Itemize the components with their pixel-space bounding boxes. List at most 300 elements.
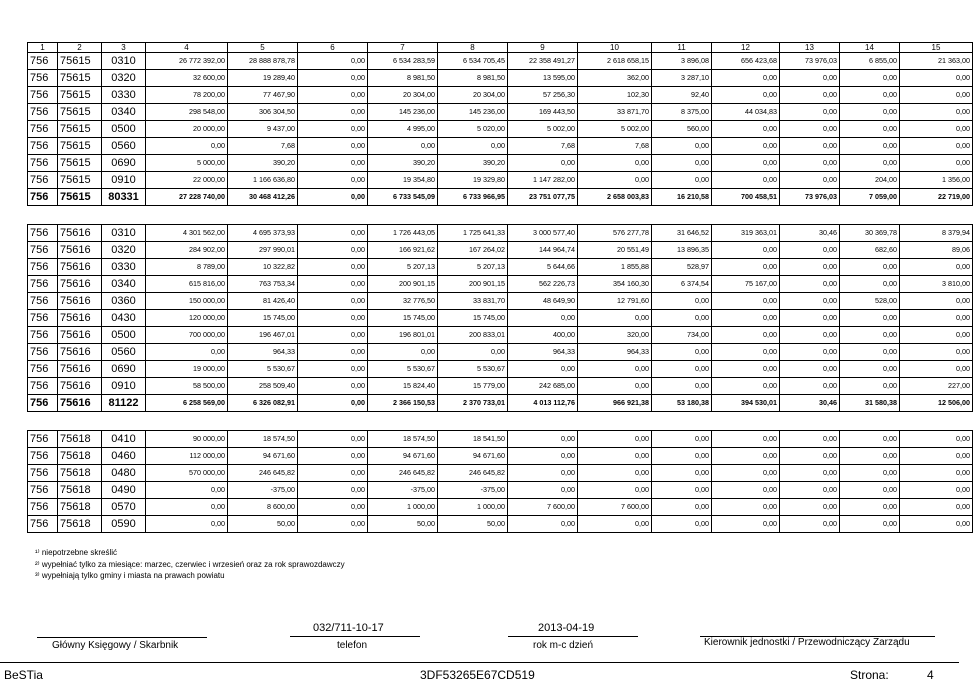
table-cell: 3 810,00 xyxy=(900,276,973,293)
table-cell: 0,00 xyxy=(780,104,840,121)
table-cell: 32 600,00 xyxy=(146,70,228,87)
table-cell: 5 207,13 xyxy=(368,259,438,276)
table-cell: 0,00 xyxy=(578,378,652,395)
table-cell: 0,00 xyxy=(438,344,508,361)
table-cell: 0,00 xyxy=(900,138,973,155)
table-cell: 0,00 xyxy=(712,87,780,104)
table-cell: 19 329,80 xyxy=(438,172,508,189)
table-cell: 1 000,00 xyxy=(368,499,438,516)
table-cell: 0310 xyxy=(102,225,146,242)
table-cell: 0,00 xyxy=(652,293,712,310)
table-cell: 354 160,30 xyxy=(578,276,652,293)
block-separator xyxy=(28,206,973,225)
table-cell: 756 xyxy=(28,87,58,104)
table-cell: 0,00 xyxy=(652,499,712,516)
table-cell: 227,00 xyxy=(900,378,973,395)
table-cell: 4 xyxy=(146,43,228,53)
table-cell: 0,00 xyxy=(712,155,780,172)
table-cell: 0,00 xyxy=(900,516,973,533)
table-cell: 75615 xyxy=(58,189,102,206)
table-cell: 19 289,40 xyxy=(228,70,298,87)
table-cell: 700 458,51 xyxy=(712,189,780,206)
table-cell: 0,00 xyxy=(840,448,900,465)
table-cell: 75616 xyxy=(58,310,102,327)
table-cell: 756 xyxy=(28,293,58,310)
table-cell: 0,00 xyxy=(298,431,368,448)
table-cell: 2 370 733,01 xyxy=(438,395,508,412)
table-cell: 0,00 xyxy=(712,482,780,499)
table-cell: 1 725 641,33 xyxy=(438,225,508,242)
table-cell: 964,33 xyxy=(578,344,652,361)
table-cell: 75616 xyxy=(58,242,102,259)
table-cell: 0,00 xyxy=(298,259,368,276)
table-cell: 258 509,40 xyxy=(228,378,298,395)
table-cell: 15 xyxy=(900,43,973,53)
table-cell: 30,46 xyxy=(780,395,840,412)
table-cell: -375,00 xyxy=(438,482,508,499)
table-cell: 0,00 xyxy=(900,327,973,344)
table-cell: 0,00 xyxy=(578,465,652,482)
table-cell: 8 xyxy=(438,43,508,53)
table-cell: 0,00 xyxy=(900,87,973,104)
table-cell: 30,46 xyxy=(780,225,840,242)
table-cell: 0,00 xyxy=(712,121,780,138)
table-cell: 615 816,00 xyxy=(146,276,228,293)
table-cell: 0480 xyxy=(102,465,146,482)
table-cell: 120 000,00 xyxy=(146,310,228,327)
table-cell: 0,00 xyxy=(368,344,438,361)
table-cell: 0910 xyxy=(102,172,146,189)
table-cell: 169 443,50 xyxy=(508,104,578,121)
table-cell: 0,00 xyxy=(652,431,712,448)
table-cell: 0,00 xyxy=(146,138,228,155)
table-cell: 1 147 282,00 xyxy=(508,172,578,189)
table-cell: 3 896,08 xyxy=(652,53,712,70)
table-cell: 166 921,62 xyxy=(368,242,438,259)
table-cell: 0,00 xyxy=(840,70,900,87)
table-cell: 390,20 xyxy=(438,155,508,172)
table-cell: 0,00 xyxy=(780,378,840,395)
table-cell: 33 871,70 xyxy=(578,104,652,121)
phone-label: telefon xyxy=(337,640,368,651)
table-cell: 6 258 569,00 xyxy=(146,395,228,412)
table-cell: 0,00 xyxy=(652,155,712,172)
table-cell: 0,00 xyxy=(652,378,712,395)
table-cell: 75 167,00 xyxy=(712,276,780,293)
table-cell: 0430 xyxy=(102,310,146,327)
table-cell: 75618 xyxy=(58,482,102,499)
table-cell: 0,00 xyxy=(900,344,973,361)
table-cell: 0,00 xyxy=(780,259,840,276)
table-cell: 5 530,67 xyxy=(438,361,508,378)
table-cell: 6 733 545,09 xyxy=(368,189,438,206)
table-cell: 0,00 xyxy=(900,361,973,378)
table-cell: 75616 xyxy=(58,361,102,378)
phone-line xyxy=(290,636,420,637)
table-cell: 5 530,67 xyxy=(228,361,298,378)
chief-signature-line xyxy=(37,637,207,638)
table-cell: 94 671,60 xyxy=(368,448,438,465)
table-cell: 22 719,00 xyxy=(900,189,973,206)
table-cell: 0,00 xyxy=(652,448,712,465)
table-cell: 0,00 xyxy=(652,361,712,378)
table-header-row xyxy=(28,43,973,53)
table-cell: 964,33 xyxy=(508,344,578,361)
table-cell: 4 301 562,00 xyxy=(146,225,228,242)
table-cell: 8 600,00 xyxy=(228,499,298,516)
table-cell: 0,00 xyxy=(780,242,840,259)
table-cell: 15 745,00 xyxy=(228,310,298,327)
table-cell: 306 304,50 xyxy=(228,104,298,121)
table-cell: 0,00 xyxy=(578,155,652,172)
table-cell: 5 000,00 xyxy=(146,155,228,172)
table-row xyxy=(28,310,973,327)
table-cell: 0,00 xyxy=(840,482,900,499)
table-cell: 0,00 xyxy=(900,121,973,138)
table-total-row xyxy=(28,189,973,206)
table-cell: 8 379,94 xyxy=(900,225,973,242)
table-cell: 75618 xyxy=(58,448,102,465)
table-cell: 33 831,70 xyxy=(438,293,508,310)
table-cell: 0,00 xyxy=(840,431,900,448)
table-cell: 734,00 xyxy=(652,327,712,344)
table-cell: 0,00 xyxy=(712,378,780,395)
page-label: Strona: xyxy=(850,668,889,682)
table-cell: 0,00 xyxy=(900,465,973,482)
table-row xyxy=(28,53,973,70)
table-cell: 7 600,00 xyxy=(508,499,578,516)
table-cell: 14 xyxy=(840,43,900,53)
table-cell: 5 207,13 xyxy=(438,259,508,276)
date-label: rok m-c dzień xyxy=(533,640,594,651)
table-cell: 0,00 xyxy=(840,104,900,121)
table-cell: 0,00 xyxy=(900,155,973,172)
table-cell: 0,00 xyxy=(578,516,652,533)
table-cell: 756 xyxy=(28,361,58,378)
table-cell: 6 733 966,95 xyxy=(438,189,508,206)
table-cell: 756 xyxy=(28,225,58,242)
table-cell: 20 304,00 xyxy=(368,87,438,104)
table-cell: 31 646,52 xyxy=(652,225,712,242)
table-cell: 0,00 xyxy=(146,482,228,499)
table-cell: 0,00 xyxy=(578,361,652,378)
table-cell: 562 226,73 xyxy=(508,276,578,293)
block-separator xyxy=(28,412,973,431)
table-cell: 246 645,82 xyxy=(368,465,438,482)
footnote-3: ³⁾ wypełniają tylko gminy i miasta na prawach powiatu xyxy=(35,571,225,580)
table-cell: 0,00 xyxy=(780,327,840,344)
table-cell: 756 xyxy=(28,104,58,121)
table-cell: 75618 xyxy=(58,431,102,448)
table-cell: 50,00 xyxy=(368,516,438,533)
table-cell: 31 580,38 xyxy=(840,395,900,412)
table-cell: 0,00 xyxy=(712,344,780,361)
table-cell: 0,00 xyxy=(780,276,840,293)
table-cell: 0,00 xyxy=(712,138,780,155)
table-cell: 75615 xyxy=(58,70,102,87)
table-cell: 8 789,00 xyxy=(146,259,228,276)
phone-value: 032/711-10-17 xyxy=(313,622,384,634)
table-cell: 0,00 xyxy=(840,516,900,533)
table-cell: 5 020,00 xyxy=(438,121,508,138)
table-cell: 150 000,00 xyxy=(146,293,228,310)
table-row xyxy=(28,242,973,259)
table-cell: 0,00 xyxy=(840,327,900,344)
table-cell: 0,00 xyxy=(508,361,578,378)
table-cell: 756 xyxy=(28,482,58,499)
table-cell: 0,00 xyxy=(508,310,578,327)
table-cell: 75615 xyxy=(58,172,102,189)
table-cell: 0,00 xyxy=(298,361,368,378)
table-cell: 8 981,50 xyxy=(438,70,508,87)
table-cell: 756 xyxy=(28,327,58,344)
table-cell: 144 964,74 xyxy=(508,242,578,259)
table-cell: 0,00 xyxy=(840,138,900,155)
table-cell: 4 013 112,76 xyxy=(508,395,578,412)
table-cell: 7 059,00 xyxy=(840,189,900,206)
table-cell: 0310 xyxy=(102,53,146,70)
table-cell: 0,00 xyxy=(712,431,780,448)
table-cell: 756 xyxy=(28,189,58,206)
table-cell: 0,00 xyxy=(652,482,712,499)
table-cell: 0,00 xyxy=(780,121,840,138)
table-cell: 756 xyxy=(28,172,58,189)
table-cell: 167 264,02 xyxy=(438,242,508,259)
table-cell: 0,00 xyxy=(298,499,368,516)
table-cell: 246 645,82 xyxy=(438,465,508,482)
table-cell: 53 180,38 xyxy=(652,395,712,412)
table-cell: 0,00 xyxy=(508,516,578,533)
table-cell: 0,00 xyxy=(298,516,368,533)
table-cell: 0,00 xyxy=(840,344,900,361)
table-cell: 0590 xyxy=(102,516,146,533)
page-number: 4 xyxy=(927,668,934,682)
table-cell: 13 896,35 xyxy=(652,242,712,259)
table-cell: 21 363,00 xyxy=(900,53,973,70)
table-cell: 0,00 xyxy=(780,155,840,172)
table-cell: 0,00 xyxy=(840,378,900,395)
table-cell: 12 506,00 xyxy=(900,395,973,412)
table-cell: 0,00 xyxy=(298,53,368,70)
table-cell: 0,00 xyxy=(712,242,780,259)
table-cell: 0,00 xyxy=(900,310,973,327)
table-cell: 0,00 xyxy=(298,87,368,104)
table-cell: 756 xyxy=(28,378,58,395)
table-cell: 756 xyxy=(28,53,58,70)
table-cell: 0,00 xyxy=(840,310,900,327)
table-cell: 57 256,30 xyxy=(508,87,578,104)
table-cell: 2 xyxy=(58,43,102,53)
table-cell: 756 xyxy=(28,465,58,482)
date-value: 2013-04-19 xyxy=(538,622,595,634)
table-cell: 0,00 xyxy=(652,172,712,189)
table-cell: 0,00 xyxy=(840,276,900,293)
table-cell: 362,00 xyxy=(578,70,652,87)
table-cell: 0,00 xyxy=(780,465,840,482)
table-cell: 50,00 xyxy=(228,516,298,533)
table-cell: 30 369,78 xyxy=(840,225,900,242)
table-cell: 80331 xyxy=(102,189,146,206)
table-row xyxy=(28,138,973,155)
table-cell: 20 000,00 xyxy=(146,121,228,138)
table-row xyxy=(28,465,973,482)
table-cell: 204,00 xyxy=(840,172,900,189)
table-cell: 0,00 xyxy=(780,70,840,87)
table-cell: 15 824,40 xyxy=(368,378,438,395)
table-row xyxy=(28,431,973,448)
table-row xyxy=(28,327,973,344)
table-cell: 0560 xyxy=(102,138,146,155)
budget-report-table xyxy=(27,42,973,533)
table-cell: 75618 xyxy=(58,499,102,516)
table-row xyxy=(28,87,973,104)
table-cell: 145 236,00 xyxy=(438,104,508,121)
table-cell: 0,00 xyxy=(298,395,368,412)
table-cell: 682,60 xyxy=(840,242,900,259)
table-cell: 0,00 xyxy=(298,482,368,499)
table-cell: 15 745,00 xyxy=(438,310,508,327)
table-cell: 8 981,50 xyxy=(368,70,438,87)
table-cell: 242 685,00 xyxy=(508,378,578,395)
table-cell: 0,00 xyxy=(780,361,840,378)
table-cell: 10 322,82 xyxy=(228,259,298,276)
table-cell: 0,00 xyxy=(712,259,780,276)
table-cell: 0,00 xyxy=(652,465,712,482)
table-cell: 196 801,01 xyxy=(368,327,438,344)
table-cell: 390,20 xyxy=(228,155,298,172)
footer-divider xyxy=(0,662,959,663)
table-body xyxy=(28,43,973,533)
table-cell: 756 xyxy=(28,242,58,259)
table-cell: 3 287,10 xyxy=(652,70,712,87)
table-cell: 0,00 xyxy=(840,499,900,516)
table-cell: 0,00 xyxy=(712,499,780,516)
table-cell: 18 574,50 xyxy=(228,431,298,448)
table-cell: 5 644,66 xyxy=(508,259,578,276)
table-cell: 0,00 xyxy=(578,310,652,327)
table-cell: 0,00 xyxy=(438,138,508,155)
table-cell: 0,00 xyxy=(298,276,368,293)
table-cell: 0910 xyxy=(102,378,146,395)
table-cell: 0,00 xyxy=(578,482,652,499)
table-row xyxy=(28,70,973,87)
table-cell: 756 xyxy=(28,259,58,276)
table-cell: 5 002,00 xyxy=(578,121,652,138)
table-cell: 48 649,90 xyxy=(508,293,578,310)
table-cell: -375,00 xyxy=(228,482,298,499)
table-cell: 0,00 xyxy=(578,448,652,465)
table-cell: 0,00 xyxy=(578,431,652,448)
table-cell: 756 xyxy=(28,395,58,412)
table-cell: 20 551,49 xyxy=(578,242,652,259)
table-cell: 75616 xyxy=(58,327,102,344)
table-row xyxy=(28,482,973,499)
table-cell: 75615 xyxy=(58,138,102,155)
head-of-unit-label: Kierownik jednostki / Przewodniczący Zarządu xyxy=(704,637,910,648)
table-row xyxy=(28,155,973,172)
table-cell: 6 855,00 xyxy=(840,53,900,70)
table-cell: 528,97 xyxy=(652,259,712,276)
table-cell: 9 xyxy=(508,43,578,53)
table-cell: 0,00 xyxy=(146,499,228,516)
table-cell: 320,00 xyxy=(578,327,652,344)
table-cell: 73 976,03 xyxy=(780,189,840,206)
table-cell: 200 901,15 xyxy=(368,276,438,293)
table-cell: 75616 xyxy=(58,276,102,293)
table-cell: 19 000,00 xyxy=(146,361,228,378)
table-cell: 0,00 xyxy=(146,516,228,533)
table-cell: 32 776,50 xyxy=(368,293,438,310)
table-cell: 298 548,00 xyxy=(146,104,228,121)
table-row xyxy=(28,378,973,395)
table-row xyxy=(28,361,973,378)
table-cell: 0,00 xyxy=(298,225,368,242)
table-cell: 0690 xyxy=(102,361,146,378)
table-cell: 756 xyxy=(28,448,58,465)
table-cell: 90 000,00 xyxy=(146,431,228,448)
table-cell: 6 534 705,45 xyxy=(438,53,508,70)
table-cell: 700 000,00 xyxy=(146,327,228,344)
table-cell: 528,00 xyxy=(840,293,900,310)
table-cell: 27 228 740,00 xyxy=(146,189,228,206)
table-row xyxy=(28,104,973,121)
table-cell: 1 726 443,05 xyxy=(368,225,438,242)
table-row xyxy=(28,259,973,276)
table-cell: 5 530,67 xyxy=(368,361,438,378)
table-cell: 10 xyxy=(578,43,652,53)
table-cell: 756 xyxy=(28,121,58,138)
table-cell: 0,00 xyxy=(652,138,712,155)
table-cell: 200 833,01 xyxy=(438,327,508,344)
table-cell: 756 xyxy=(28,70,58,87)
table-cell: 22 000,00 xyxy=(146,172,228,189)
table-cell: 560,00 xyxy=(652,121,712,138)
table-cell: 0320 xyxy=(102,70,146,87)
table-cell: 0,00 xyxy=(840,465,900,482)
table-cell: 0,00 xyxy=(652,344,712,361)
table-cell: 50,00 xyxy=(438,516,508,533)
table-cell: 0,00 xyxy=(298,242,368,259)
table-cell: 15 745,00 xyxy=(368,310,438,327)
table-cell: 756 xyxy=(28,276,58,293)
table-row xyxy=(28,516,973,533)
table-cell: -375,00 xyxy=(368,482,438,499)
table-cell: 16 210,58 xyxy=(652,189,712,206)
table-cell: 0,00 xyxy=(900,293,973,310)
table-cell: 200 901,15 xyxy=(438,276,508,293)
table-cell: 1 356,00 xyxy=(900,172,973,189)
table-cell: 94 671,60 xyxy=(438,448,508,465)
table-cell: 0,00 xyxy=(780,499,840,516)
table-cell: 6 326 082,91 xyxy=(228,395,298,412)
table-cell: 0,00 xyxy=(712,310,780,327)
table-cell: 0,00 xyxy=(840,121,900,138)
table-cell: 7,68 xyxy=(508,138,578,155)
table-cell: 3 xyxy=(102,43,146,53)
table-cell: 0,00 xyxy=(298,293,368,310)
table-cell: 756 xyxy=(28,310,58,327)
table-cell: 2 366 150,53 xyxy=(368,395,438,412)
table-cell: 756 xyxy=(28,516,58,533)
table-cell: 0,00 xyxy=(900,104,973,121)
table-cell: 89,06 xyxy=(900,242,973,259)
table-cell: 0,00 xyxy=(712,327,780,344)
table-cell: 656 423,68 xyxy=(712,53,780,70)
table-cell: 0,00 xyxy=(712,516,780,533)
table-cell: 18 574,50 xyxy=(368,431,438,448)
table-cell: 11 xyxy=(652,43,712,53)
table-cell: 0,00 xyxy=(298,465,368,482)
